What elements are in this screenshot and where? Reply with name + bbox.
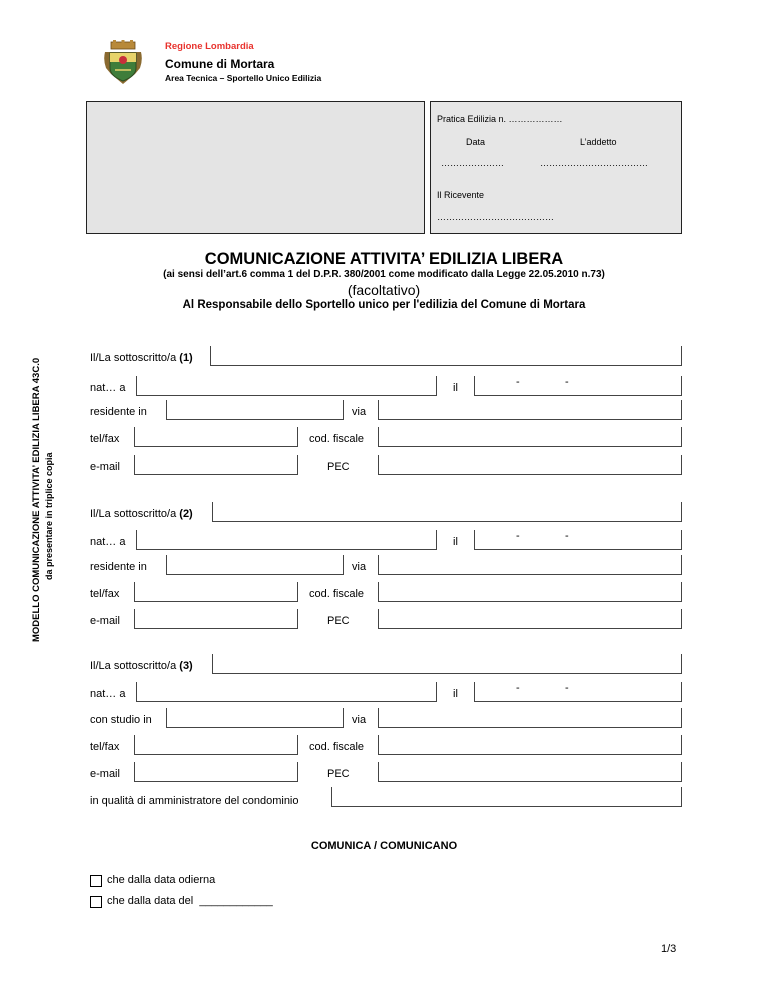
communication-heading: COMUNICA / COMUNICANO (310, 840, 458, 852)
applicant3-taxcode-label: cod. fiscale (309, 741, 365, 753)
applicant3-label: Il/La sottoscritto/a (3) (90, 660, 193, 672)
applicant1-taxcode-field[interactable] (378, 427, 682, 447)
applicant3-studio-label: con studio in (90, 714, 152, 726)
applicant3-studio-field[interactable] (166, 708, 344, 728)
option1-checkbox[interactable] (90, 875, 102, 887)
legal-reference: (ai sensi dell’art.6 comma 1 del D.P.R. 380/2001 come modificato dalla Legge 22.05.2010 n.73) (163, 269, 605, 280)
applicant1-taxcode-label: cod. fiscale (309, 433, 365, 445)
department-name: Area Tecnica – Sportello Unico Edilizia (165, 73, 322, 83)
applicant1-email-field[interactable] (134, 455, 298, 475)
applicant3-email-field[interactable] (134, 762, 298, 782)
applicant3-phone-field[interactable] (134, 735, 298, 755)
side-copies-note: da presentare in triplice copia (44, 452, 54, 580)
applicant2-street-field[interactable] (378, 555, 682, 575)
applicant3-street-field[interactable] (378, 708, 682, 728)
applicant1-residence-label: residente in (90, 406, 147, 418)
applicant1-date-dash2: - (565, 376, 569, 388)
optional-note: (facoltativo) (347, 282, 421, 298)
applicant1-label: Il/La sottoscritto/a (1) (90, 352, 193, 364)
applicant3-date-dash1: - (516, 682, 520, 694)
applicant3-role-field[interactable] (331, 787, 682, 807)
applicant1-email-label: e-mail (90, 461, 120, 473)
officer-label: L’addetto (580, 137, 617, 147)
date-dots: ………………… (441, 158, 504, 168)
applicant1-pec-label: PEC (327, 461, 350, 473)
applicant2-name-field[interactable] (212, 502, 682, 522)
applicant1-born-label: nat… a (90, 382, 126, 394)
applicant3-date-dash2: - (565, 682, 569, 694)
applicant1-phone-field[interactable] (134, 427, 298, 447)
applicant1-residence-field[interactable] (166, 400, 344, 420)
receiver-dots: ………………………………… (437, 212, 554, 222)
applicant3-birthplace-field[interactable] (136, 682, 437, 702)
applicant3-name-field[interactable] (212, 654, 682, 674)
applicant1-street-label: via (352, 406, 367, 418)
applicant2-birthdate-field[interactable] (474, 530, 682, 550)
applicant3-pec-field[interactable] (378, 762, 682, 782)
coat-of-arms-logo (103, 40, 143, 86)
applicant3-role-label: in qualità di amministratore del condominio (90, 795, 299, 807)
stamp-box (86, 101, 425, 234)
applicant2-residence-field[interactable] (166, 555, 344, 575)
receiver-label: Il Ricevente (437, 190, 485, 200)
applicant2-email-label: e-mail (90, 615, 120, 627)
applicant3-on-label: il (453, 688, 458, 700)
applicant1-phone-label: tel/fax (90, 433, 120, 445)
municipality-name: Comune di Mortara (165, 57, 275, 71)
option2-label: che dalla data del ____________ (107, 895, 273, 907)
officer-dots: ……………………………… (540, 158, 648, 168)
applicant1-birthdate-field[interactable] (474, 376, 682, 396)
applicant2-label: Il/La sottoscritto/a (2) (90, 508, 193, 520)
applicant2-residence-label: residente in (90, 561, 147, 573)
applicant2-street-label: via (352, 561, 367, 573)
form-title: COMUNICAZIONE ATTIVITA’ EDILIZIA LIBERA (204, 250, 564, 268)
applicant1-street-field[interactable] (378, 400, 682, 420)
applicant2-pec-label: PEC (327, 615, 350, 627)
applicant3-pec-label: PEC (327, 768, 350, 780)
applicant1-name-field[interactable] (210, 346, 682, 366)
applicant2-phone-label: tel/fax (90, 588, 120, 600)
option2-checkbox[interactable] (90, 896, 102, 908)
applicant2-birthplace-field[interactable] (136, 530, 437, 550)
side-model-title: MODELLO COMUNICAZIONE ATTIVITA’ EDILIZIA LIBERA 43C.0 (31, 357, 42, 642)
region-name: Regione Lombardia (165, 41, 254, 52)
applicant2-on-label: il (453, 536, 458, 548)
applicant2-taxcode-field[interactable] (378, 582, 682, 602)
page-number: 1/3 (661, 943, 677, 955)
applicant2-phone-field[interactable] (134, 582, 298, 602)
applicant2-date-dash2: - (565, 530, 569, 542)
applicant2-born-label: nat… a (90, 536, 126, 548)
applicant3-street-label: via (352, 714, 367, 726)
applicant1-pec-field[interactable] (378, 455, 682, 475)
applicant2-taxcode-label: cod. fiscale (309, 588, 365, 600)
applicant3-email-label: e-mail (90, 768, 120, 780)
applicant2-pec-field[interactable] (378, 609, 682, 629)
applicant3-birthdate-field[interactable] (474, 682, 682, 702)
applicant3-taxcode-field[interactable] (378, 735, 682, 755)
date-label: Data (466, 137, 486, 147)
applicant2-date-dash1: - (516, 530, 520, 542)
applicant3-born-label: nat… a (90, 688, 126, 700)
pratica-number: Pratica Edilizia n. ……………… (437, 114, 563, 124)
recipient-line: Al Responsabile dello Sportello unico per l'edilizia del Comune di Mortara (182, 299, 586, 311)
applicant1-birthplace-field[interactable] (136, 376, 437, 396)
applicant1-on-label: il (453, 382, 458, 394)
applicant1-date-dash1: - (516, 376, 520, 388)
option1-label: che dalla data odierna (107, 874, 216, 886)
option2-date-blank[interactable]: ____________ (199, 895, 273, 907)
applicant2-email-field[interactable] (134, 609, 298, 629)
applicant3-phone-label: tel/fax (90, 741, 120, 753)
